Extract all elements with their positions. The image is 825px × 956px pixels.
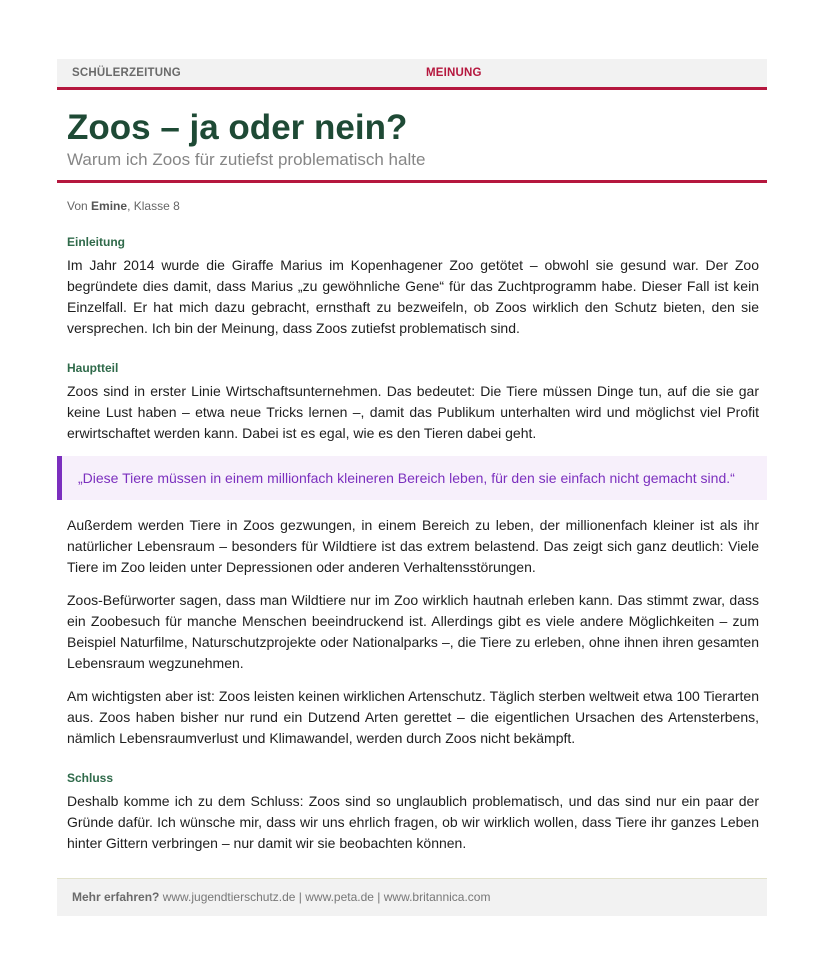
footer-label: Mehr erfahren?	[72, 890, 160, 904]
heading-main: Hauptteil	[67, 361, 119, 375]
footer-separator: |	[295, 890, 306, 904]
footer-link-peta[interactable]: www.peta.de	[305, 890, 374, 904]
publication-name: SCHÜLERZEITUNG	[72, 67, 181, 79]
article	[57, 59, 767, 854]
article-body	[57, 235, 767, 854]
paragraph-main-4: Am wichtigsten aber ist: Zoos leisten keinen wirklichen Artenschutz. Täglich sterben weltweit etwa 100 Tierarten aus. Zoos haben bisher nur rund ein Dutzend Arten gerettet – die eigentlichen Ursachen des Artensterbens, nämlich Lebensraumverlust und Klimawandel, werden durch Zoos nicht bekämpft.	[67, 688, 759, 746]
footer	[57, 878, 767, 916]
page-title: Zoos – ja oder nein?	[67, 108, 408, 147]
paragraph-main-3: Zoos-Befürworter sagen, dass man Wildtiere nur im Zoo wirklich hautnah erleben kann. Das stimmt zwar, dass ein Zoobesuch für manche Menschen beeindruckend ist. Allerdings gibt es viele andere Möglichkeiten – zum Beispiel Naturfilme, Naturschutzprojekte oder Nationalparks –, die Tiere zu erleben, ohne ihnen ihren gesamten Lebensraum wegzunehmen.	[67, 592, 759, 671]
footer-link-britannica[interactable]: www.britannica.com	[383, 890, 491, 904]
byline-class: , Klasse 8	[127, 199, 180, 213]
heading-intro: Einleitung	[67, 235, 125, 249]
heading-conclusion: Schluss	[67, 771, 114, 785]
section-label: MEINUNG	[426, 67, 482, 79]
paragraph-main-2: Außerdem werden Tiere in Zoos gezwungen, in einem Bereich zu leben, der millionenfach kleiner ist als ihr natürlicher Lebensraum – besonders für Wildtiere ist das extrem belastend. Das zeigt sich ganz deutlich: Viele Tiere im Zoo leiden unter Depressionen oder anderen Verhaltensstörungen.	[67, 517, 759, 575]
article-header	[57, 90, 767, 170]
pull-quote: „Diese Tiere müssen in einem millionfach kleineren Bereich leben, für den sie einfach nicht gemacht sind.“	[57, 456, 767, 500]
byline	[57, 183, 767, 213]
footer-separator: |	[373, 890, 384, 904]
footer-link-jugendtierschutz[interactable]: www.jugendtierschutz.de	[162, 890, 296, 904]
byline-prefix: Von	[67, 199, 88, 213]
paragraph-main-1: Zoos sind in erster Linie Wirtschaftsunternehmen. Das bedeutet: Die Tiere müssen Dinge tun, auf die sie gar keine Lust haben – etwa neue Tricks lernen –, damit das Publikum unterhalten wird und möglichst viel Profit erwirtschaftet werden kann. Dabei ist es egal, wie es den Tieren dabei geht.	[67, 383, 759, 441]
paragraph-intro: Im Jahr 2014 wurde die Giraffe Marius im Kopenhagener Zoo getötet – obwohl sie gesund war. Der Zoo begründete dies damit, dass Marius „zu gewöhnliche Gene“ für das Zuchtprogramm habe. Dieser Fall ist kein Einzelfall. Er hat mich dazu gebracht, ernsthaft zu bezweifeln, ob Zoos wirklich den Schutz bieten, den sie versprechen. Ich bin der Meinung, dass Zoos zutiefst problematisch sind.	[67, 257, 759, 336]
author-name: Emine	[91, 199, 128, 213]
top-bar	[57, 59, 767, 90]
paragraph-conclusion: Deshalb komme ich zu dem Schluss: Zoos sind so unglaublich problematisch, und das sind nur ein paar der Gründe dafür. Ich wünsche mir, dass wir uns ehrlich fragen, ob wir wirklich wollen, dass Tiere ihr ganzes Leben hinter Gittern verbringen – nur damit wir sie beobachten können.	[67, 793, 759, 851]
page-subtitle: Warum ich Zoos für zutiefst problematisch halte	[67, 150, 426, 169]
